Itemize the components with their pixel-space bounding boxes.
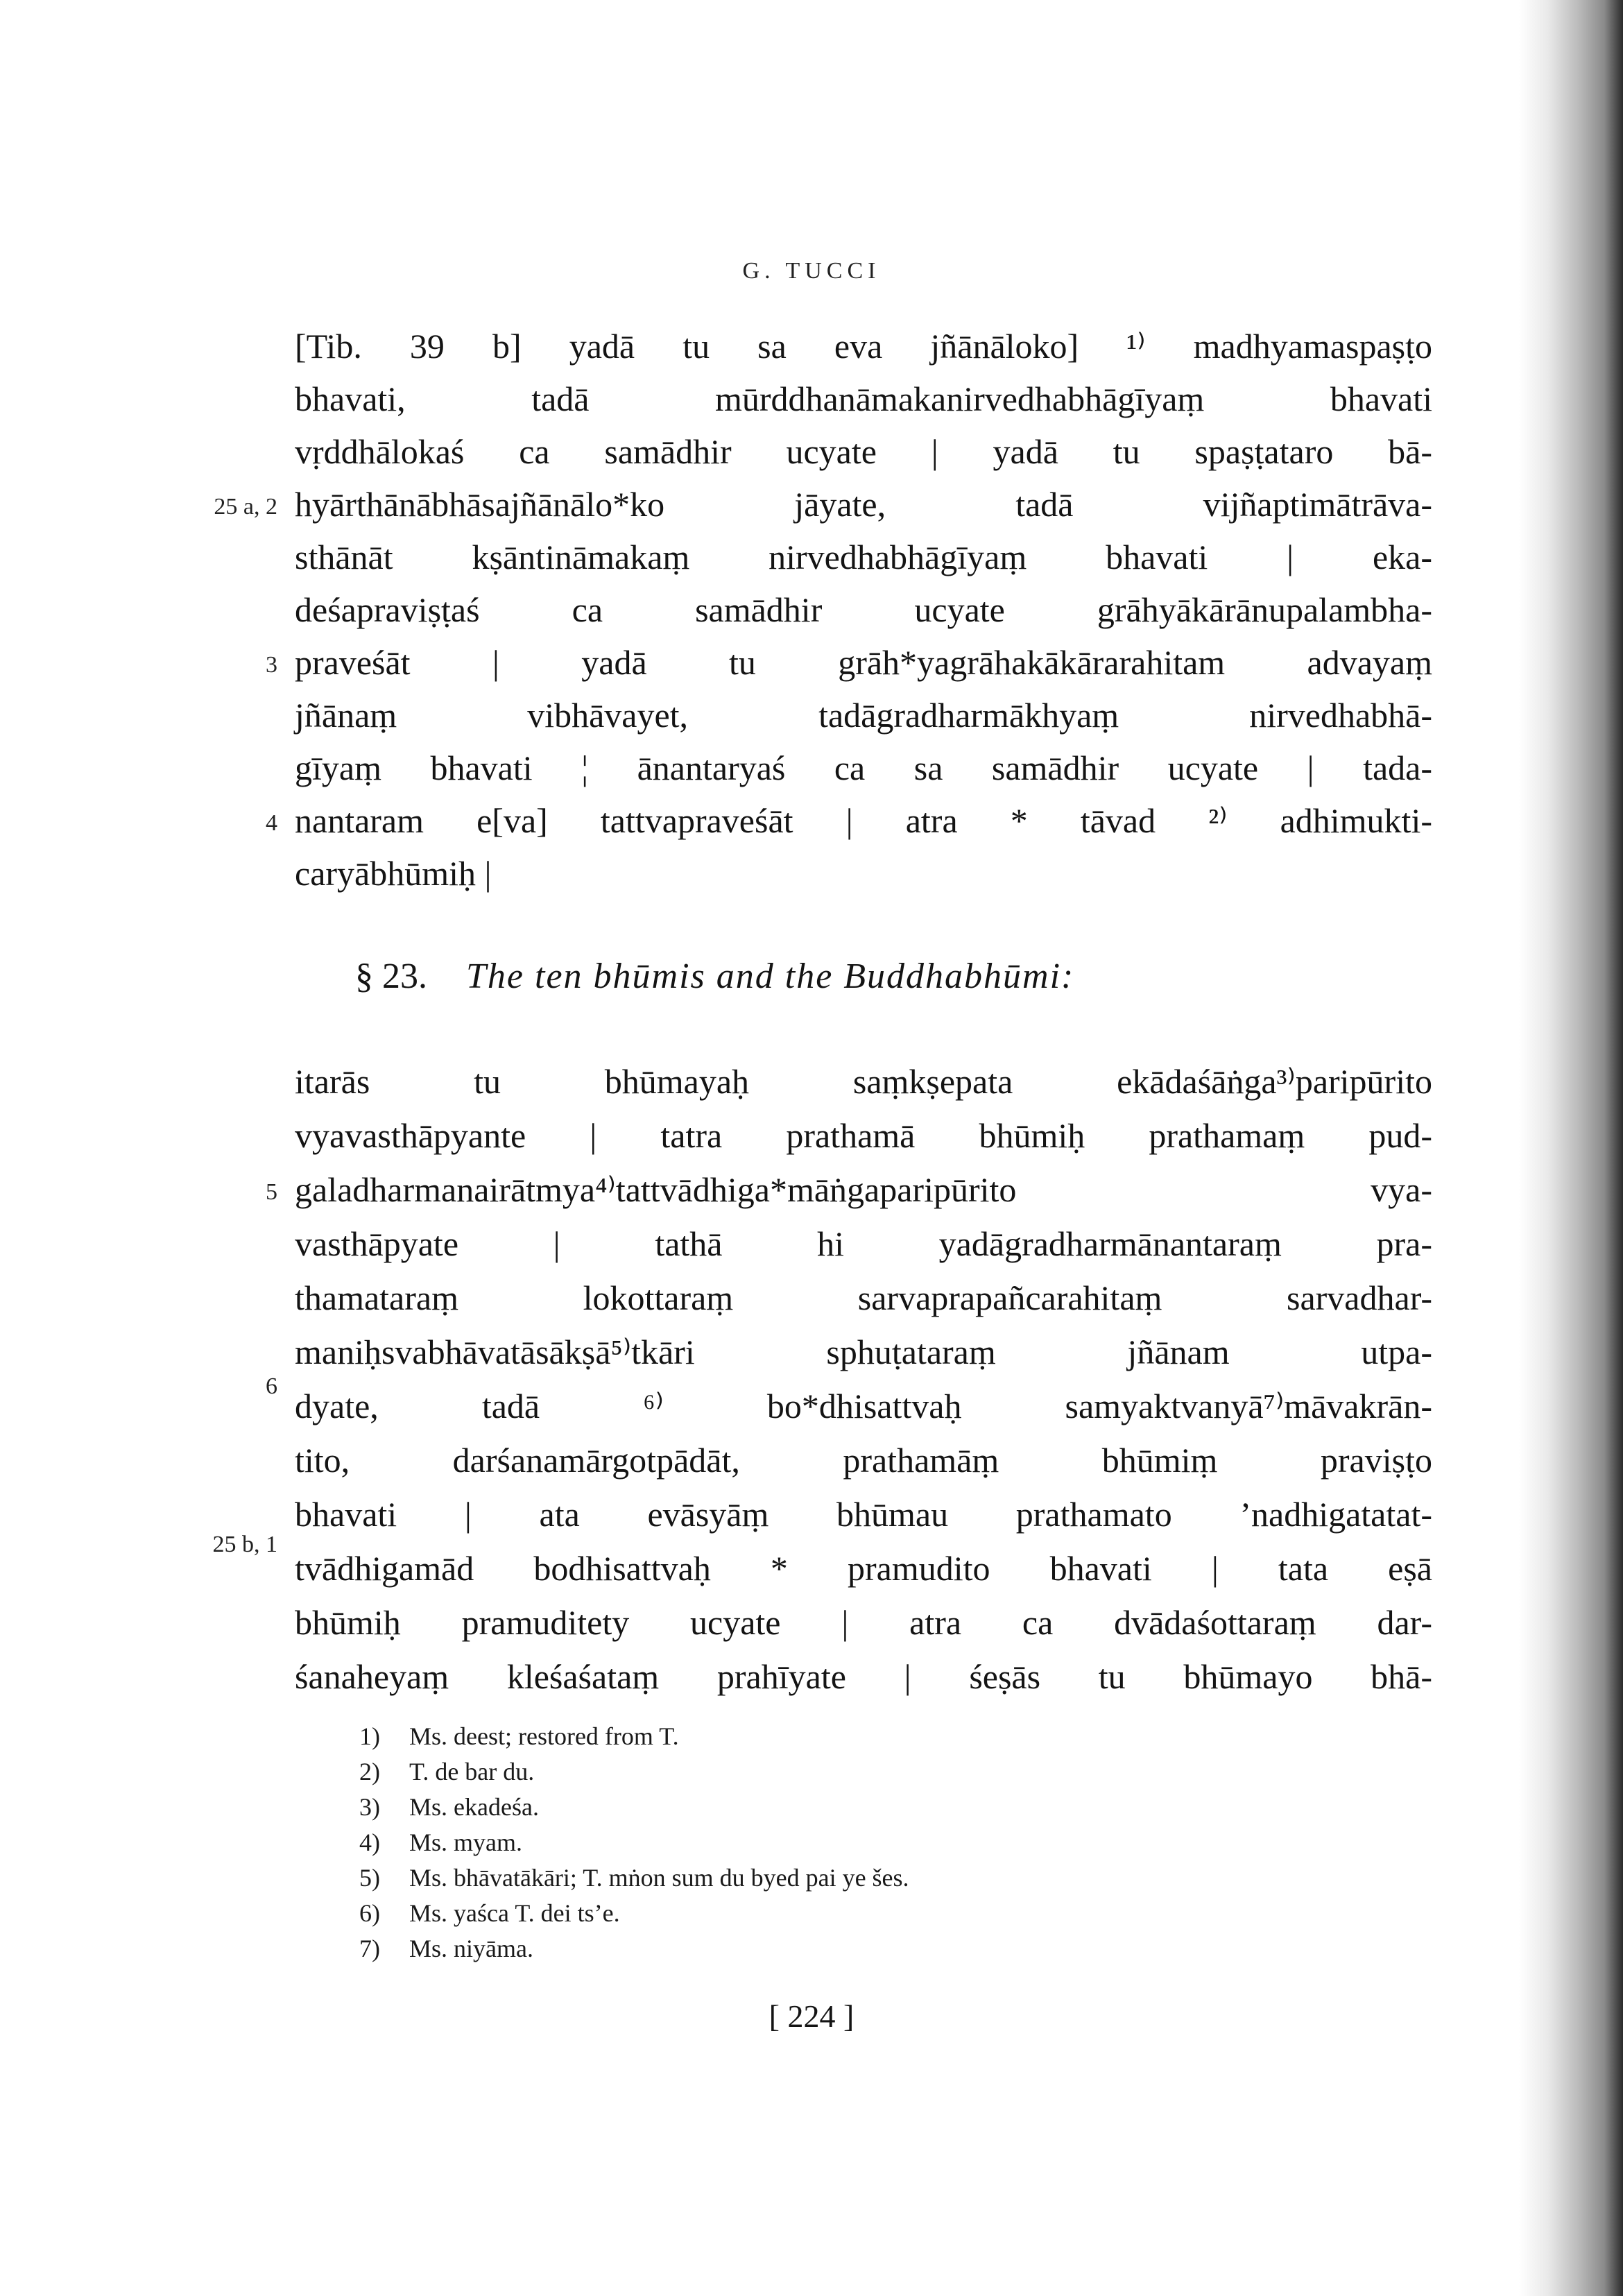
text-line: praveśāt | yadā tu grāh*yagrāhakākārarahitam advayaṃ [295,643,1432,682]
footnote [359,1722,1261,1756]
text-line: śanaheyaṃ kleśaśataṃ prahīyate | śeṣās tu bhūmayo bhā- [295,1657,1432,1696]
footnote-number: 2) [359,1758,380,1785]
footnote-text: Ms. myam. [409,1828,523,1856]
text-line: deśapraviṣṭaś ca samādhir ucyate grāhyākārānupalambha- [295,590,1432,629]
text-line: jñānaṃ vibhāvayet, tadāgradharmākhyaṃ nirvedhabhā- [295,696,1432,735]
text-line: [Tib. 39 b] yadā tu sa eva jñānāloko] ¹⁾ madhyamaspaṣṭo [295,327,1432,366]
section-title: The ten bhūmis and the Buddhabhūmi: [466,957,1075,996]
footnote-text: Ms. niyāma. [409,1935,533,1962]
text-line: bhūmiḥ pramuditety ucyate | atra ca dvādaśottaraṃ dar- [295,1603,1432,1642]
text-line: dyate, tadā ⁶⁾ bo*dhisattvaḥ samyaktvanyā⁷⁾māvakrān- [295,1387,1432,1425]
margin-ref: 6 [266,1373,277,1399]
text-line: tito, darśanamārgotpādāt, prathamāṃ bhūmiṃ praviṣṭo [295,1441,1432,1480]
footnote [359,1757,1261,1792]
text-line: nantaram e[va] tattvapraveśāt | atra * tāvad ²⁾ adhimukti- [295,801,1432,840]
text-line: maniḥsvabhāvatāsākṣā⁵⁾tkāri sphuṭataraṃ jñānam utpa- [295,1333,1432,1371]
text-line: itarās tu bhūmayaḥ saṃkṣepata ekādaśāṅga³⁾paripūrito [295,1062,1432,1101]
text-line: bhavati, tadā mūrddhanāmakanirvedhabhāgīyaṃ bhavati [295,379,1432,418]
running-header: G. TUCCI [742,258,881,284]
margin-ref: 5 [266,1179,277,1205]
text-line: tvādhigamād bodhisattvaḥ * pramudito bhavati | tata eṣā [295,1549,1432,1588]
text-line: caryābhūmiḥ | [295,854,492,893]
margin-ref: 3 [266,652,277,678]
footnote-number: 1) [359,1722,380,1750]
text-line: vṛddhālokaś ca samādhir ucyate | yadā tu spaṣṭataro bā- [295,432,1432,471]
footnote [359,1792,1261,1827]
page-edge-shadow [1519,0,1623,2296]
footnote-number: 5) [359,1864,380,1892]
footnote-number: 4) [359,1828,380,1856]
footnote-number: 3) [359,1793,380,1821]
text-line: hyārthānābhāsajñānālo*ko jāyate, tadā vijñaptimātrāva- [295,485,1432,524]
footnote [359,1863,1261,1898]
text-line: galadharmanairātmya⁴⁾tattvādhiga*māṅgaparipūrito vya- [295,1170,1432,1209]
text-line: vasthāpyate | tathā hi yadāgradharmānantaraṃ pra- [295,1224,1432,1263]
footnote-text: Ms. deest; restored from T. [409,1722,679,1750]
footnote-text: Ms. bhāvatākāri; T. mṅon sum du byed pai ye šes. [409,1864,909,1892]
text-line: vyavasthāpyante | tatra prathamā bhūmiḥ prathamaṃ pud- [295,1116,1432,1155]
section-number: § 23. [355,957,427,996]
section-heading [355,956,1448,1011]
footnote-text: Ms. ekadeśa. [409,1793,539,1821]
text-line: bhavati | ata evāsyāṃ bhūmau prathamato ’nadhigatatat- [295,1495,1432,1534]
footnote-text: Ms. yaśca T. dei ts’e. [409,1899,620,1927]
footnote [359,1899,1261,1933]
text-line: thamataraṃ lokottaraṃ sarvaprapañcarahitaṃ sarvadhar- [295,1278,1432,1317]
footnote [359,1828,1261,1862]
footnote-text: T. de bar du. [409,1758,535,1785]
footnote [359,1934,1261,1969]
page-number: [ 224 ] [768,1998,855,2034]
text-line: sthānāt kṣāntināmakaṃ nirvedhabhāgīyaṃ bhavati | eka- [295,538,1432,576]
footnote-number: 6) [359,1899,380,1927]
margin-ref: 25 b, 1 [212,1532,277,1557]
text-line: gīyaṃ bhavati ¦ ānantaryaś ca sa samādhir ucyate | tada- [295,748,1432,787]
margin-ref: 4 [266,810,277,836]
margin-ref: 25 a, 2 [214,494,277,520]
footnote-number: 7) [359,1935,380,1962]
